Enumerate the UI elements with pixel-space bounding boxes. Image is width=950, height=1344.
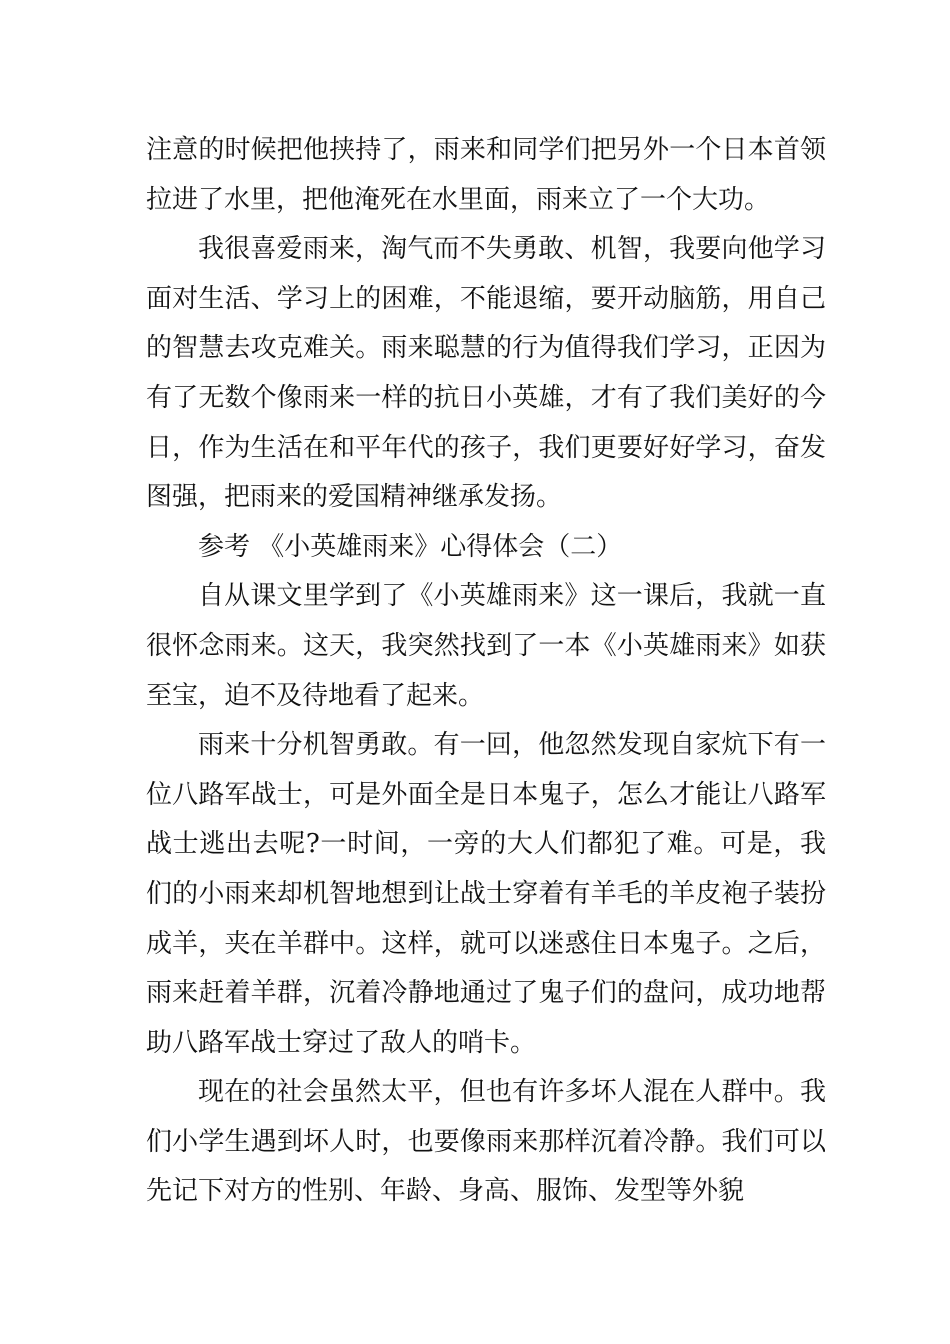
paragraph-reflection: 现在的社会虽然太平，但也有许多坏人混在人群中。我们小学生遇到坏人时，也要像雨来那样沉着冷静。我们可以先记下对方的性别、年龄、身高、服饰、发型等外貌	[146, 1077, 826, 1207]
paragraph-admiration: 我很喜爱雨来，淘气而不失勇敢、机智，我要向他学习面对生活、学习上的困难，不能退缩，要开动脑筋，用自己的智慧去攻克难关。雨来聪慧的行为值得我们学习，正因为有了无数个像雨来一样的抗日小英雄，才有了我们美好的今日，作为生活在和平年代的孩子，我们更要好好学习，奋发图强，把雨来的爱国精神继承发扬。	[146, 234, 826, 513]
paragraph-story: 雨来十分机智勇敢。有一回，他忽然发现自家炕下有一位八路军战士，可是外面全是日本鬼子，怎么才能让八路军战士逃出去呢?一时间，一旁的大人们都犯了难。可是，我们的小雨来却机智地想到让战士穿着有羊毛的羊皮袍子装扮成羊，夹在羊群中。这样，就可以迷惑住日本鬼子。之后，雨来赶着羊群，沉着冷静地通过了鬼子们的盘问，成功地帮助八路军战士穿过了敌人的哨卡。	[146, 730, 826, 1058]
paragraph-intro: 自从课文里学到了《小英雄雨来》这一课后，我就一直很怀念雨来。这天，我突然找到了一本《小英雄雨来》如获至宝，迫不及待地看了起来。	[146, 581, 826, 711]
paragraph-continuation: 注意的时候把他挟持了，雨来和同学们把另外一个日本首领拉进了水里，把他淹死在水里面，雨来立了一个大功。	[146, 135, 826, 215]
document-body	[146, 126, 826, 1217]
section-heading: 参考 《小英雄雨来》心得体会（二）	[198, 531, 623, 562]
